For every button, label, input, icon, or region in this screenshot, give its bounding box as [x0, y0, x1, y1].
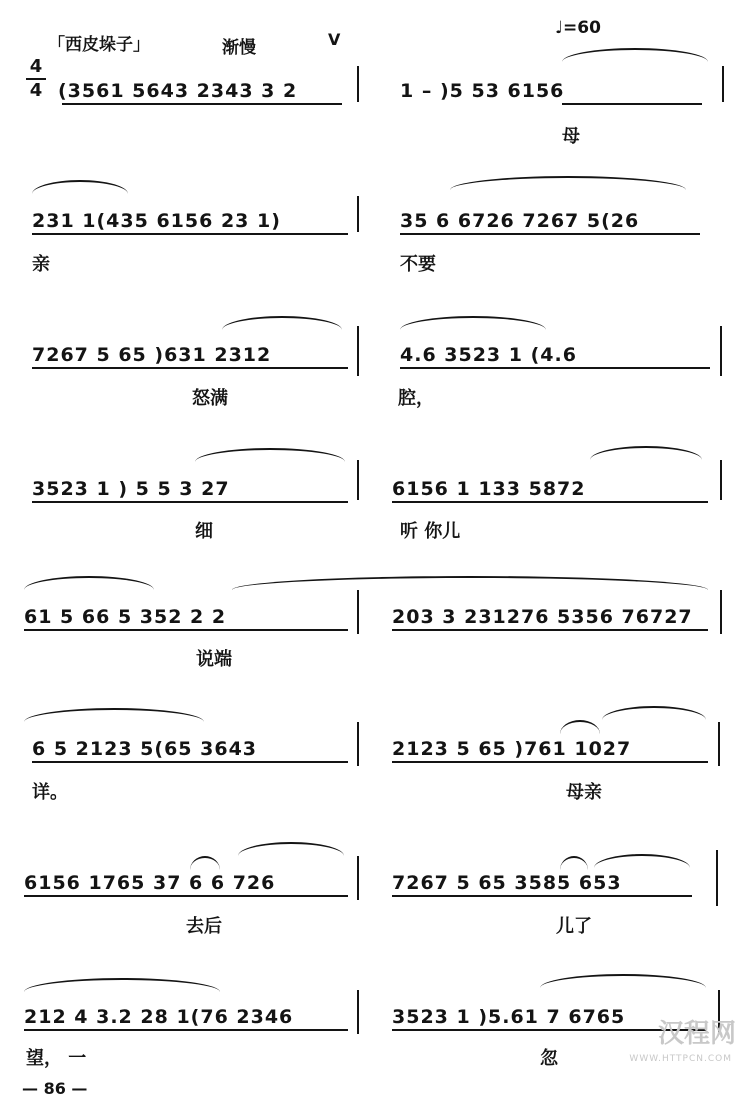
row-5-measure-1-lyrics: 说端	[196, 649, 232, 670]
row-4-measure-2-lyrics: 听 你儿	[400, 521, 461, 542]
row-3-measure-2-lyrics: 腔，	[398, 388, 434, 409]
beam	[392, 761, 708, 763]
barline	[357, 66, 359, 102]
slur	[232, 576, 708, 590]
time-signature	[26, 58, 46, 100]
barline	[357, 196, 359, 232]
row-2-measure-1-notes: 231 1(435 6156 23 1)	[32, 210, 281, 232]
slur	[540, 974, 706, 988]
row-6-measure-2-lyrics: 母亲	[566, 782, 602, 803]
row-2-measure-2-notes: 35 6 6726 7267 5(26	[400, 210, 640, 232]
row-3-measure-1-notes: 7267 5 65 )631 2312	[32, 344, 272, 366]
section-label: 「西皮垛子」	[48, 35, 150, 55]
beam	[62, 103, 342, 105]
time-signature-top: 4	[29, 56, 43, 77]
row-4-measure-1-lyrics: 细	[195, 521, 213, 542]
row-5-measure-1-notes: 61 5 66 5 352 2 2	[24, 606, 227, 628]
row-3-measure-1-lyrics: 怒满	[192, 388, 228, 409]
beam	[24, 895, 348, 897]
beam	[32, 761, 348, 763]
slur	[560, 720, 600, 734]
row-8-measure-2-notes: 3523 1 )5.61 7 6765	[392, 1006, 626, 1028]
row-8-measure-2-lyrics: 忽	[540, 1048, 558, 1069]
watermark-url: WWW.HTTPCN.COM	[629, 1054, 732, 1064]
slur	[24, 708, 204, 722]
beam	[24, 629, 348, 631]
barline	[357, 590, 359, 634]
row-8-measure-1-notes: 212 4 3.2 28 1(76 2346	[24, 1006, 294, 1028]
slur	[32, 180, 128, 194]
beam	[32, 501, 348, 503]
breath-mark: V	[328, 30, 341, 49]
slur	[400, 316, 546, 330]
row-6-measure-1-notes: 6 5 2123 5(65 3643	[32, 738, 258, 760]
beam	[400, 233, 700, 235]
slur	[590, 446, 702, 460]
row-1-measure-1-notes: (3561 5643 2343 3 2	[58, 80, 298, 102]
beam	[562, 103, 702, 105]
beam	[32, 233, 348, 235]
row-7-measure-1-lyrics: 去后	[186, 916, 222, 937]
barline	[720, 460, 722, 500]
row-8-measure-1-lyrics: 望， 一	[26, 1048, 87, 1069]
slur	[190, 856, 220, 870]
barline	[718, 722, 720, 766]
beam	[392, 895, 692, 897]
beam	[32, 367, 348, 369]
row-7-measure-2-notes: 7267 5 65 3585 653	[392, 872, 622, 894]
slur	[560, 856, 588, 870]
barline	[357, 722, 359, 766]
slur	[450, 176, 686, 190]
slur	[195, 448, 345, 462]
page-number: — 86 —	[22, 1079, 88, 1098]
tempo-mark: ♩=60	[555, 18, 601, 38]
barline	[357, 856, 359, 900]
beam	[392, 629, 708, 631]
beam	[24, 1029, 348, 1031]
row-2-measure-1-lyrics: 亲	[32, 254, 50, 275]
row-3-measure-2-notes: 4.6 3523 1 (4.6	[400, 344, 577, 366]
slur	[238, 842, 344, 856]
barline	[716, 850, 718, 906]
slur	[24, 576, 154, 590]
barline	[720, 590, 722, 634]
row-4-measure-2-notes: 6156 1 133 5872	[392, 478, 586, 500]
row-5-measure-2-notes: 203 3 231276 5356 76727	[392, 606, 693, 628]
row-1-measure-2-notes: 1 – )5 53 6156	[400, 80, 565, 102]
slur	[562, 48, 708, 62]
barline	[720, 326, 722, 376]
watermark-logo: 汉程网	[657, 1019, 736, 1049]
row-4-measure-1-notes: 3523 1 ) 5 5 3 27	[32, 478, 230, 500]
row-2-measure-2-lyrics: 不要	[400, 254, 436, 275]
beam	[392, 501, 708, 503]
row-6-measure-1-lyrics: 详。	[32, 782, 68, 803]
row-1-measure-2-lyrics: 母	[562, 126, 580, 147]
time-signature-bottom: 4	[29, 80, 43, 101]
tempo-change-label: 渐慢	[222, 38, 256, 58]
slur	[24, 978, 220, 992]
row-7-measure-1-notes: 6156 1765 37 6 6 726	[24, 872, 276, 894]
beam	[400, 367, 710, 369]
slur	[222, 316, 342, 330]
slur	[602, 706, 706, 720]
barline	[357, 990, 359, 1034]
row-7-measure-2-lyrics: 儿了	[556, 916, 592, 937]
barline	[357, 460, 359, 500]
barline	[357, 326, 359, 376]
slur	[594, 854, 690, 868]
barline	[722, 66, 724, 102]
row-6-measure-2-notes: 2123 5 65 )761 1027	[392, 738, 632, 760]
